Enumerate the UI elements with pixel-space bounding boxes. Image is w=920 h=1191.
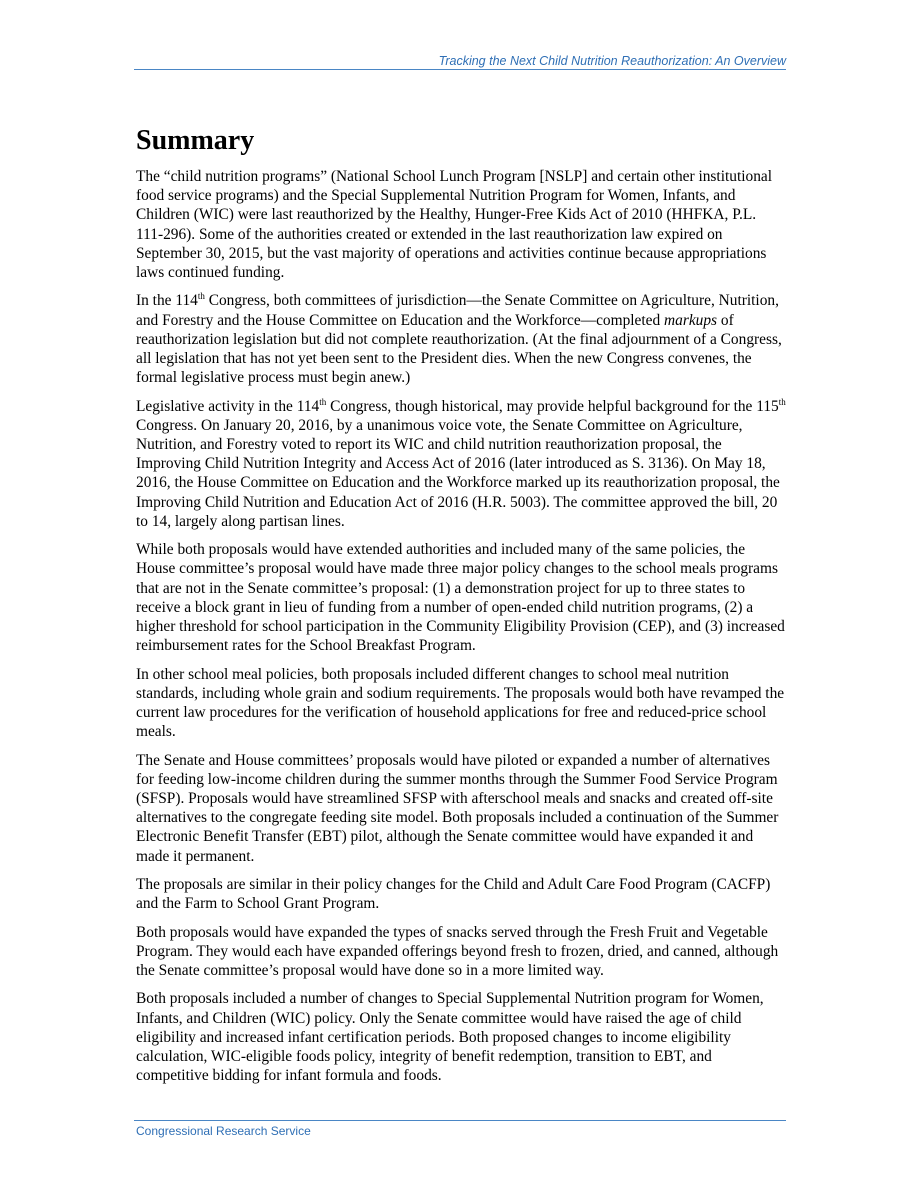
paragraph-3-text-c: Congress. On January 20, 2016, by a unanimous voice vote, the Senate Committee on Agriculture, Nutrition, and Forestry voted to report its WIC and child nutrition reauthorization proposal, the Improving Child Nutrition Integrity and Access Act of 2016 (later introduced as S. 3136). On May 18, 2016, the House Committee on Education and the Workforce marked up its reauthorization proposal, the Improving Child Nutrition and Education Act of 2016 (H.R. 5003). The committee approved the bill, 20 to 14, largely along partisan lines. [136,416,780,530]
paragraph-9: Both proposals included a number of changes to Special Supplemental Nutrition program for Women, Infants, and Children (WIC) policy. Only the Senate committee would have raised the age of child eligibility and increased infant certification periods. Both proposed changes to income eligibility calculation, WIC-eligible foods policy, integrity of benefit redemption, transition to EBT, and competitive bidding for infant formula and foods. [136,990,764,1085]
paragraph-6: The Senate and House committees’ proposals would have piloted or expanded a number of alternatives for feeding low-income children during the summer months through the Summer Food Service Program (SFSP). Proposals would have streamlined SFSP with afterschool meals and snacks and created off-site alternatives to the congregate feeding site model. Both proposals included a continuation of the Summer Electronic Benefit Transfer (EBT) pilot, although the Senate committee would have expanded it and made it permanent. [136,751,779,865]
paragraph-4: While both proposals would have extended authorities and included many of the same policies, the House committee’s proposal would have made three major policy changes to the school meals programs that are not in the Senate committee’s proposal: (1) a demonstration project for up to three states to receive a block grant in lieu of funding from a number of open-ended child nutrition programs, (2) a higher threshold for school participation in the Community Eligibility Provision (CEP), and (3) increased reimbursement rates for the School Breakfast Program. [136,541,785,655]
paragraph-2-text-d: of reauthorization legislation but did not complete reauthorization. (At the final adjournment of a Congress, all legislation that has not yet been sent to the President dies. When the new Congress convenes, the formal legislative process must begin anew.) [136,311,782,387]
paragraph-2-superscript: th [197,291,205,302]
paragraph-3-superscript-a: th [319,396,327,407]
paragraph-2 [136,291,786,387]
paragraph-2-text-a: In the 114 [136,292,198,310]
summary-body [136,167,786,1095]
paragraph-3 [136,397,786,531]
footer-divider [134,1120,786,1121]
paragraph-3-text-a: Legislative activity in the 114 [136,397,320,415]
paragraph-3-text-b: Congress, though historical, may provide helpful background for the 115 [326,397,779,415]
running-header: Tracking the Next Child Nutrition Reauthorization: An Overview [438,54,786,68]
header-divider [134,69,786,70]
footer-publisher: Congressional Research Service [136,1124,311,1138]
paragraph-2-text-b: Congress, both committees of jurisdiction—the Senate Committee on Agriculture, Nutrition, and Forestry and the House Committee on Education and the Workforce—completed [136,292,779,329]
paragraph-8: Both proposals would have expanded the types of snacks served through the Fresh Fruit and Vegetable Program. They would each have expanded offerings beyond fresh to frozen, dried, and canned, although the Senate committee’s proposal would have done so in a more limited way. [136,923,779,980]
page-title: Summary [136,125,255,156]
paragraph-5: In other school meal policies, both proposals included different changes to school meal nutrition standards, including whole grain and sodium requirements. The proposals would both have revamped the current law procedures for the verification of household applications for free and reduced-price school meals. [136,665,785,741]
paragraph-2-italic-term: markups [664,311,718,329]
paragraph-3-superscript-b: th [778,396,786,407]
paragraph-7: The proposals are similar in their policy changes for the Child and Adult Care Food Program (CACFP) and the Farm to School Grant Program. [136,876,771,913]
paragraph-1: The “child nutrition programs” (National School Lunch Program [NSLP] and certain other institutional food service programs) and the Special Supplemental Nutrition Program for Women, Infants, and Children (WIC) were last reauthorized by the Healthy, Hunger-Free Kids Act of 2010 (HHFKA, P.L. 111-296). Some of the authorities created or extended in the last reauthorization law expired on September 30, 2015, but the vast majority of operations and activities continue because appropriations laws continued funding. [136,168,772,282]
